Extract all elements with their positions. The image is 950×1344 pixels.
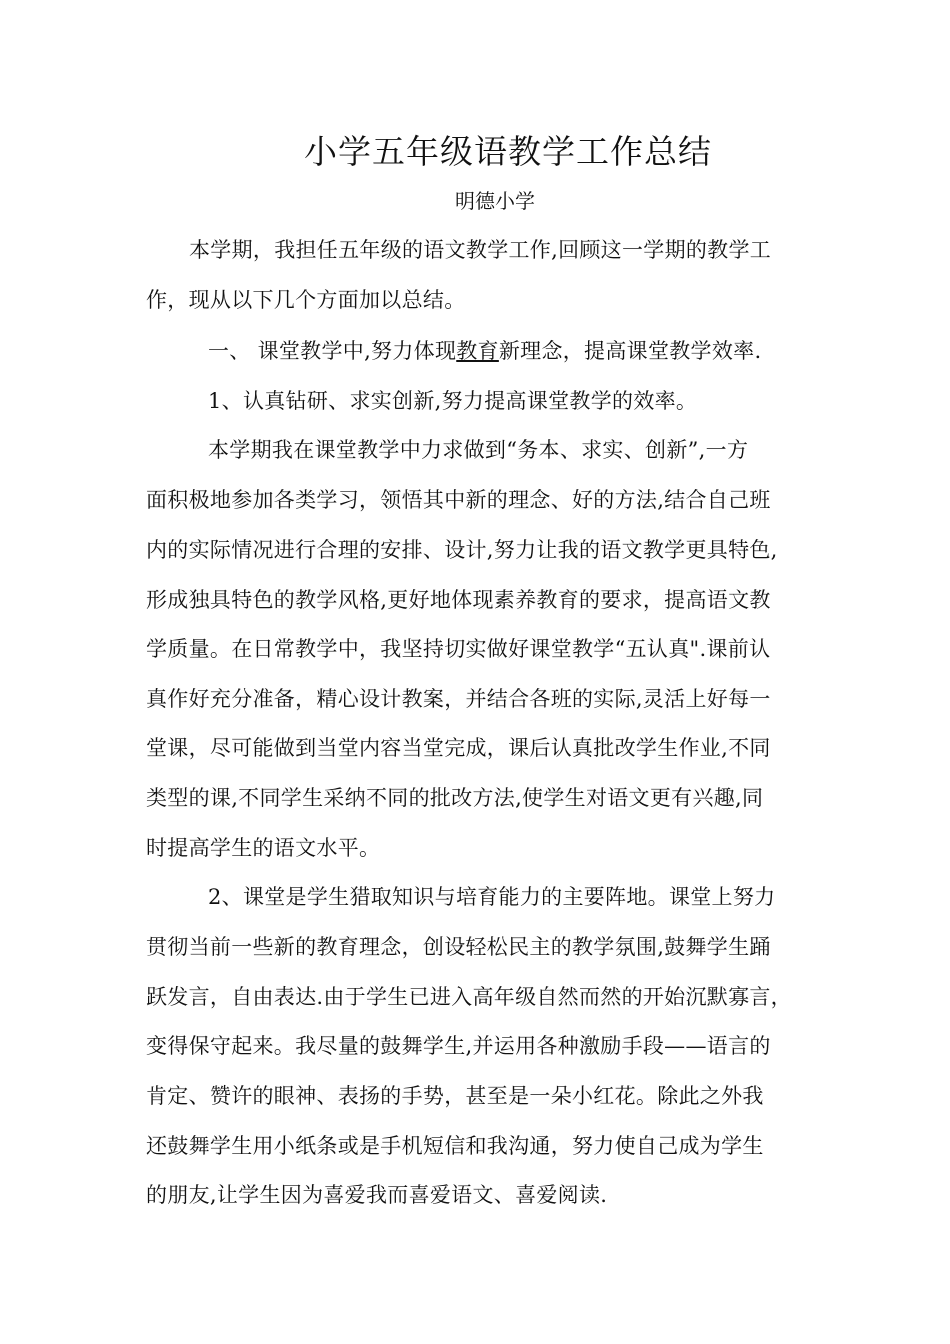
paragraph-line: 真作好充分准备，精心设计教案，并结合各班的实际,灵活上好每一 xyxy=(146,687,771,711)
paragraph-line: 跃发言，自由表达.由于学生已进入高年级自然而然的开始沉默寡言， xyxy=(146,985,792,1009)
heading-text: 一、 课堂教学中,努力体现 xyxy=(208,339,457,363)
paragraph-line: 2、课堂是学生猎取知识与培育能力的主要阵地。课堂上努力 xyxy=(208,885,776,909)
heading-text: 新理念，提高课堂教学效率. xyxy=(498,339,762,363)
underlined-word: 教育 xyxy=(456,339,499,363)
paragraph-line: 面积极地参加各类学习，领悟其中新的理念、好的方法,结合自己班 xyxy=(146,488,771,512)
paragraph-line: 肯定、赞许的眼神、表扬的手势，甚至是一朵小红花。除此之外我 xyxy=(146,1084,764,1108)
paragraph-line: 内的实际情况进行合理的安排、设计,努力让我的语文教学更具特色, xyxy=(146,538,778,562)
paragraph-line: 本学期，我担任五年级的语文教学工作,回顾这一学期的教学工 xyxy=(189,238,772,262)
paragraph-line: 还鼓舞学生用小纸条或是手机短信和我沟通，努力使自己成为学生 xyxy=(146,1134,764,1158)
paragraph-line: 贯彻当前一些新的教育理念，创设轻松民主的教学氛围,鼓舞学生踊 xyxy=(146,935,771,959)
paragraph-line: 变得保守起来。我尽量的鼓舞学生,并运用各种激励手段——语言的 xyxy=(146,1034,771,1058)
paragraph-line: 堂课，尽可能做到当堂内容当堂完成，课后认真批改学生作业,不同 xyxy=(146,736,771,760)
document-title: 小学五年级语教学工作总结 xyxy=(304,132,712,171)
paragraph-line: 类型的课,不同学生采纳不同的批改方法,使学生对语文更有兴趣,同 xyxy=(146,786,764,810)
paragraph-line: 本学期我在课堂教学中力求做到“务本、求实、创新”,一方 xyxy=(208,438,749,462)
school-name: 明德小学 xyxy=(455,189,535,213)
paragraph-line: 时提高学生的语文水平。 xyxy=(146,836,381,860)
paragraph-line: 的朋友,让学生因为喜爱我而喜爱语文、喜爱阅读. xyxy=(146,1183,608,1207)
section-heading-1 xyxy=(208,336,888,366)
paragraph-line: 作，现从以下几个方面加以总结。 xyxy=(146,288,466,312)
subsection-heading: 1、认真钻研、求实创新,努力提高课堂教学的效率。 xyxy=(208,389,698,413)
paragraph-line: 形成独具特色的教学风格,更好地体现素养教育的要求，提高语文教 xyxy=(146,588,771,612)
paragraph-line: 学质量。在日常教学中，我坚持切实做好课堂教学“五认真".课前认 xyxy=(146,637,771,661)
